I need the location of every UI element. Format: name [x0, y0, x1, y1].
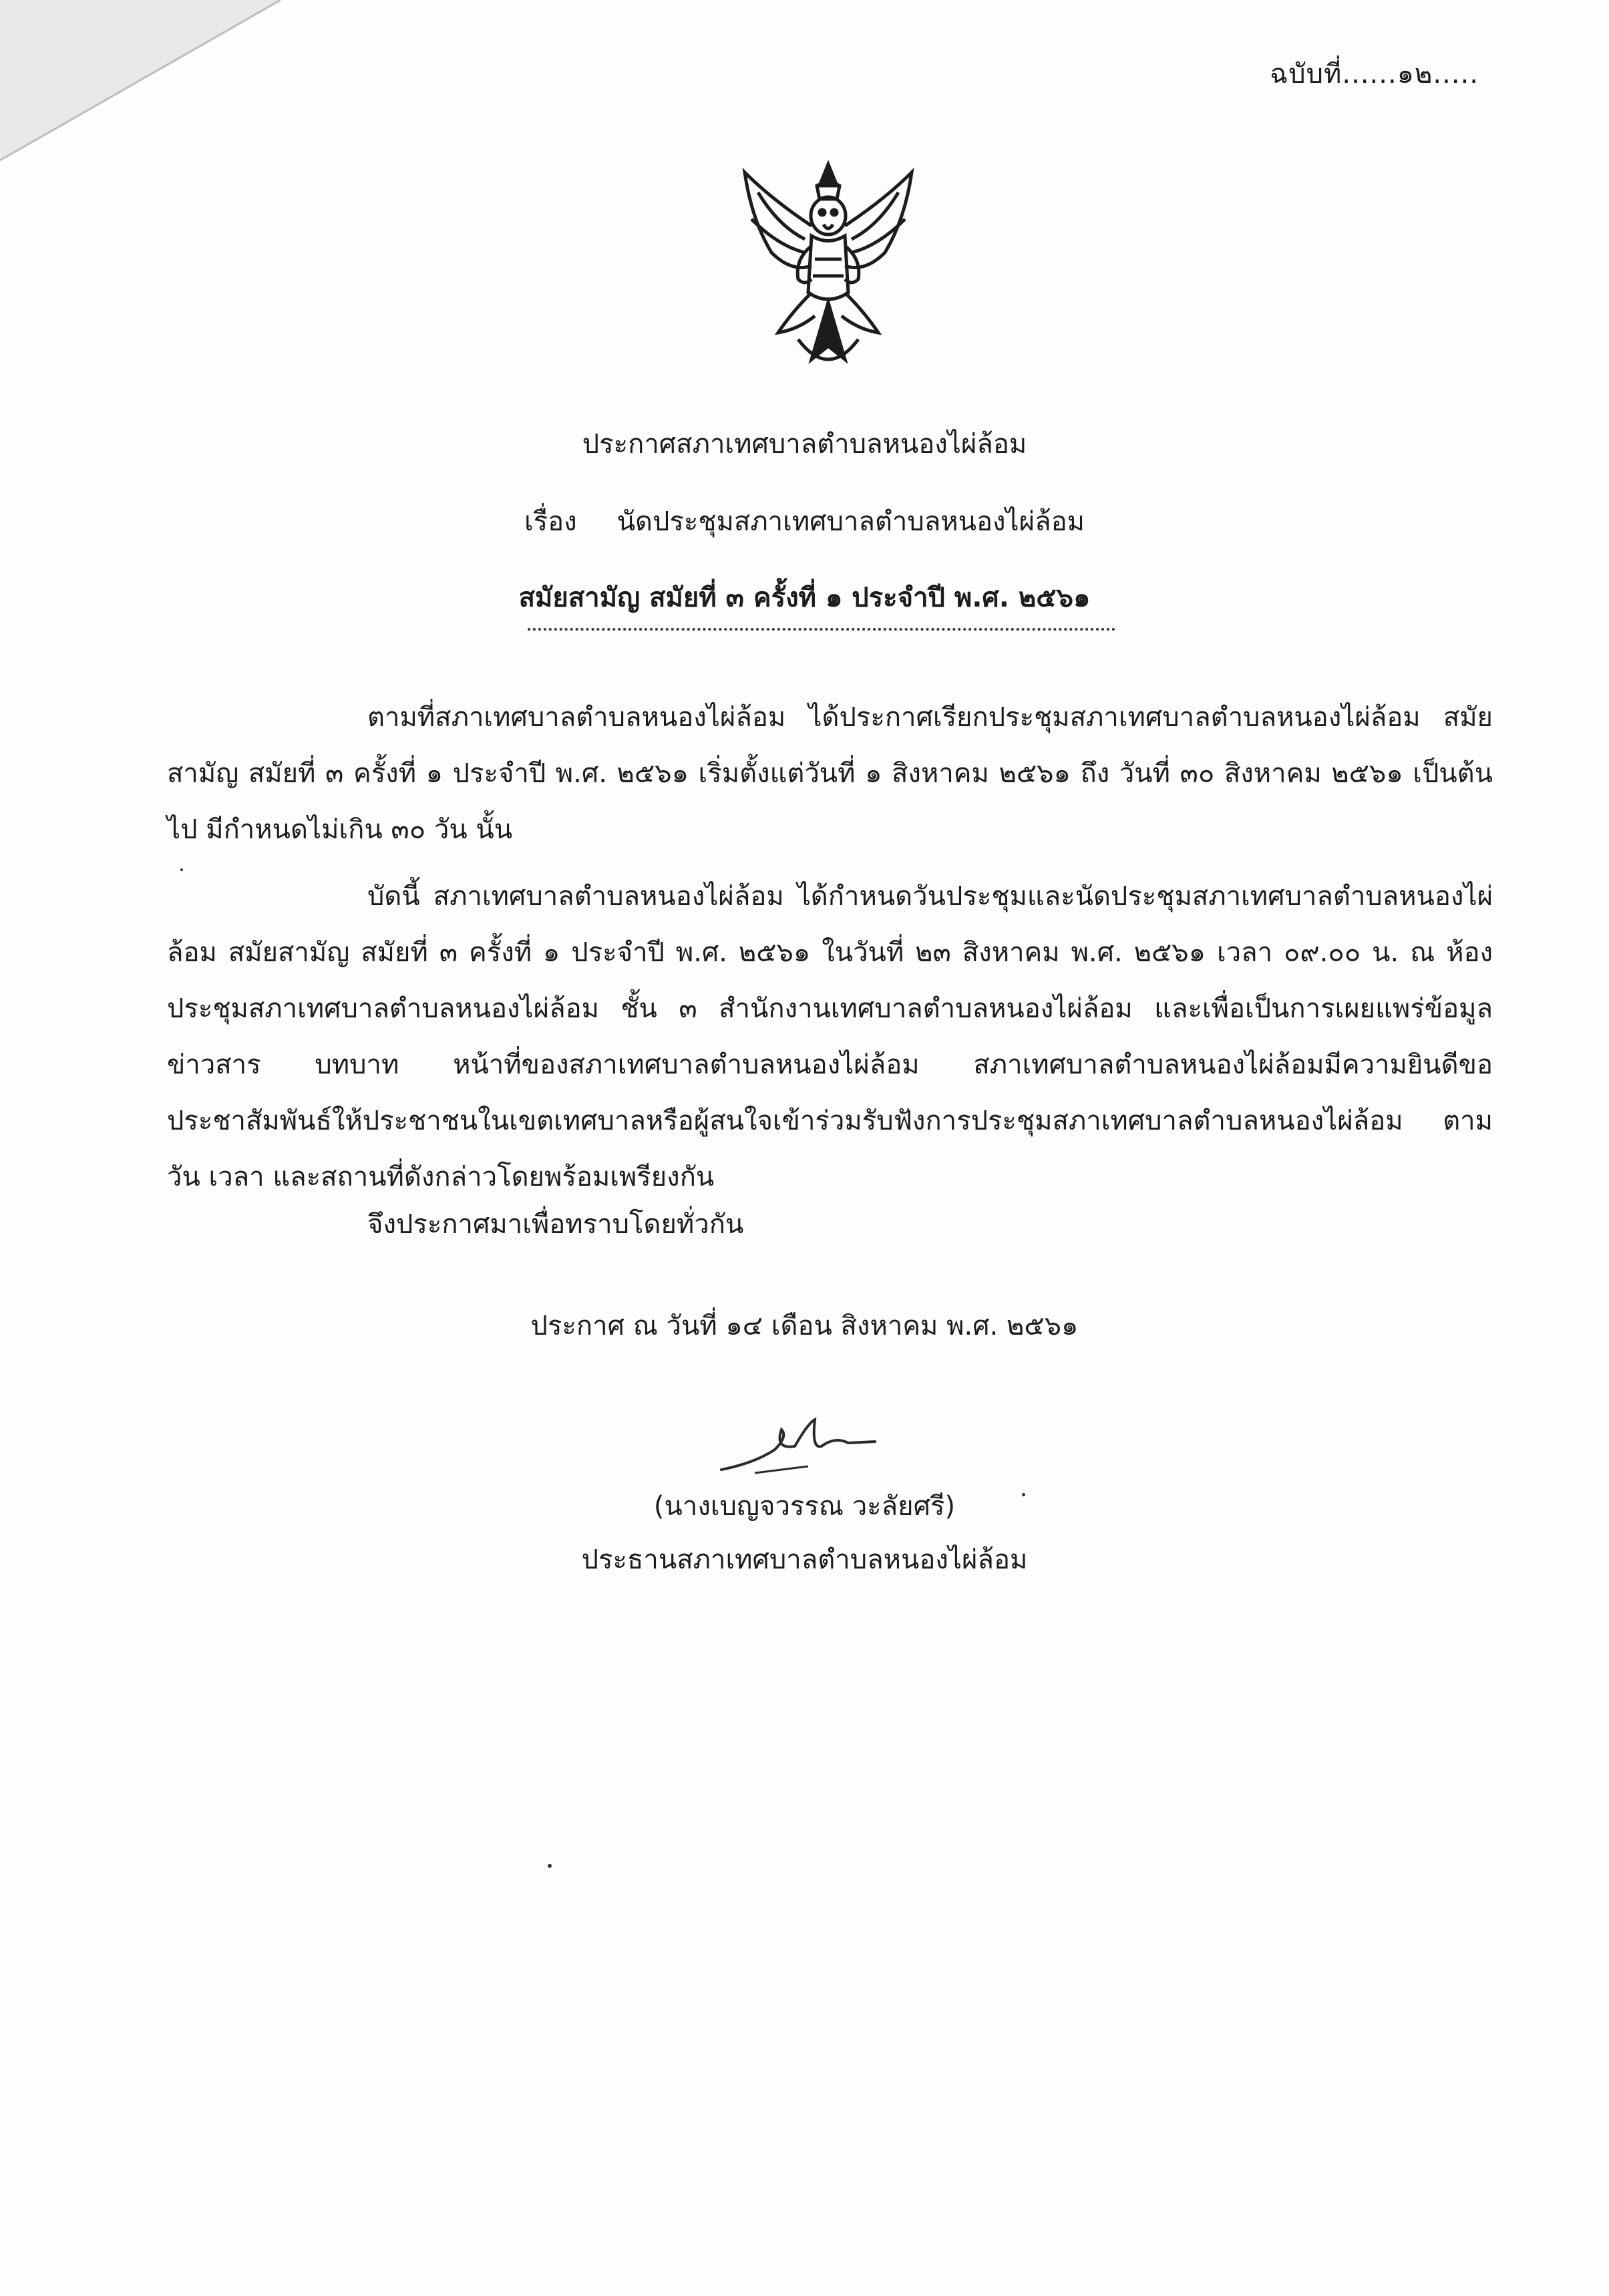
session-line: สมัยสามัญ สมัยที่ ๓ ครั้งที่ ๑ ประจำปี พ.ศ. ๒๕๖๑: [518, 583, 1091, 613]
closing-statement: จึงประกาศมาเพื่อทราบโดยทั่วกัน: [367, 1209, 744, 1240]
handwritten-signature: [715, 1410, 888, 1483]
dotted-divider: [528, 628, 1115, 631]
scan-speck: [1022, 1493, 1025, 1496]
issue-number: ฉบับที่......๑๒.....: [1269, 59, 1479, 90]
paragraph-2: [167, 868, 1493, 1205]
paragraph-1-text: ตามที่สภาเทศบาลตำบลหนองไผ่ล้อม ได้ประกาศเรียกประชุมสภาเทศบาลตำบลหนองไผ่ล้อม สมัยสามัญ สมัยที่ ๓ ครั้งที่ ๑ ประจำปี พ.ศ. ๒๕๖๑ เริ่มตั้งแต่วันที่ ๑ สิงหาคม ๒๕๖๑ ถึง วันที่ ๓๐ สิงหาคม ๒๕๖๑ เป็นต้นไป มีกำหนดไม่เกิน ๓๐ วัน นั้น: [167, 702, 1493, 845]
scan-speck: [180, 868, 183, 871]
paragraph-2-text: บัดนี้ สภาเทศบาลตำบลหนองไผ่ล้อม ได้กำหนดวันประชุมและนัดประชุมสภาเทศบาลตำบลหนองไผ่ล้อม สมัยสามัญ สมัยที่ ๓ ครั้งที่ ๑ ประจำปี พ.ศ. ๒๕๖๑ ในวันที่ ๒๓ สิงหาคม พ.ศ. ๒๕๖๑ เวลา ๐๙.๐๐ น. ณ ห้องประชุมสภาเทศบาลตำบลหนองไผ่ล้อม ชั้น ๓ สำนักงานเทศบาลตำบลหนองไผ่ล้อม และเพื่อเป็นการเผยแพร่ข้อมูลข่าวสาร บทบาท หน้าที่ของสภาเทศบาลตำบลหนองไผ่ล้อม สภาเทศบาลตำบลหนองไผ่ล้อมมีความยินดีขอประชาสัมพันธ์ให้ประชาชนในเขตเทศบาลหรือผู้สนใจเข้าร่วมรับฟังการประชุมสภาเทศบาลตำบลหนองไผ่ล้อม ตามวัน เวลา และสถานที่ดังกล่าวโดยพร้อมเพรียงกัน: [167, 881, 1493, 1192]
announcement-title: ประกาศสภาเทศบาลตำบลหนองไผ่ล้อม: [582, 429, 1027, 460]
paragraph-1: [167, 689, 1493, 858]
subject-label: เรื่อง: [524, 506, 577, 537]
announce-date: ประกาศ ณ วันที่ ๑๔ เดือน สิงหาคม พ.ศ. ๒๕๖๑: [530, 1311, 1079, 1341]
signer-title: ประธานสภาเทศบาลตำบลหนองไผ่ล้อม: [581, 1544, 1028, 1575]
garuda-emblem-icon: [731, 159, 925, 379]
signer-name: (นางเบญจวรรณ วะลัยศรี): [653, 1491, 956, 1522]
scan-speck: [548, 1864, 552, 1868]
scanned-page-fold: [0, 0, 281, 174]
subject-line: [0, 500, 1609, 542]
subject-text: นัดประชุมสภาเทศบาลตำบลหนองไผ่ล้อม: [616, 506, 1085, 537]
